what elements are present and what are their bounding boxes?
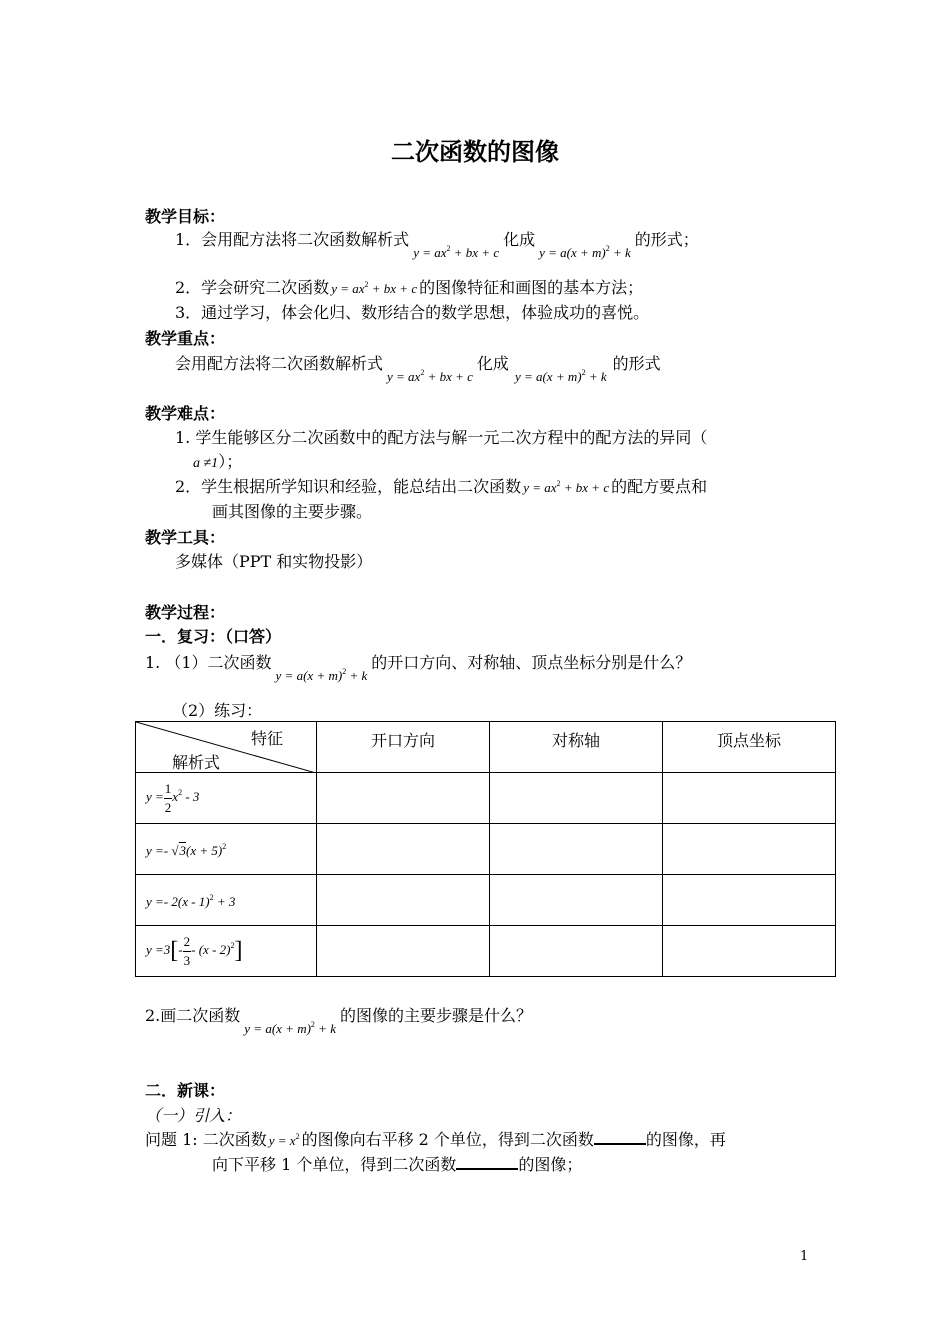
problem-1-line2-end: 的图像；: [518, 1155, 583, 1174]
formula-vertex-form: y = a(x + m)2 + k: [539, 244, 631, 260]
intro-label: （一）引入：: [145, 1106, 242, 1125]
row-formula-1: [136, 773, 317, 824]
table-row: [136, 824, 836, 875]
q1-suffix: 的开口方向、对称轴、顶点坐标分别是什么？: [371, 653, 692, 672]
answer-cell[interactable]: [317, 926, 490, 977]
new-lesson-heading: 二．新课：: [145, 1081, 226, 1100]
objectives-heading: 教学目标：: [145, 207, 226, 226]
header-axis-of-symmetry: 对称轴: [490, 722, 663, 773]
q1-prefix: 1. （1）二次函数: [145, 653, 272, 672]
diagonal-divider: [136, 722, 316, 773]
formula-vertex-form: y = a(x + m)2 + k: [275, 667, 368, 683]
objective-1-suffix: 的形式；: [634, 230, 699, 249]
formula-half-x-squared: y = $\frac{1}{2}$ $x^2 - 3$: [146, 780, 200, 815]
formula-vertex-form: y = a(x + m)2 + k: [244, 1020, 336, 1036]
difficulties-heading: 教学难点：: [145, 404, 226, 423]
problem-1-prefix: 问题 1: 二次函数: [145, 1130, 267, 1149]
q2-suffix: 的图像的主要步骤是什么？: [339, 1006, 532, 1025]
difficulty-1-line1: 1. 学生能够区分二次函数中的配方法与解一元二次方程中的配方法的异同（: [175, 428, 708, 447]
difficulty-1-line2: [193, 449, 242, 472]
answer-blank-2[interactable]: [456, 1154, 518, 1170]
difficulty-2-prefix: 2．学生根据所学知识和经验，能总结出二次函数: [175, 477, 522, 496]
table-row: [136, 773, 836, 824]
objective-2: [175, 275, 643, 298]
row-formula-2: [136, 824, 317, 875]
difficulty-1-end: ）；: [218, 452, 243, 471]
tools-heading: 教学工具：: [145, 528, 226, 547]
header-opening-direction: 开口方向: [317, 722, 490, 773]
answer-cell[interactable]: [663, 824, 836, 875]
problem-1-end: 的图像，再: [645, 1130, 726, 1149]
review-question-1: [145, 650, 692, 683]
objective-3: 3．通过学习，体会化归、数形结合的数学思想，体验成功的喜悦。: [175, 303, 650, 322]
row-formula-4: [136, 926, 317, 977]
answer-blank-1[interactable]: [594, 1129, 646, 1145]
problem-1-line1: [145, 1127, 726, 1150]
problem-1-mid: 的图像向右平移 2 个单位，得到二次函数: [301, 1130, 594, 1149]
formula-general: $y = ax^2$ + bx + c: [331, 280, 418, 296]
key-points-heading: 教学重点：: [145, 329, 226, 348]
formula-neg-two: y =- 2(x - 1)$^2$ + 3: [146, 892, 236, 909]
formula-three-bracket: y =3[- $\frac{2}{3}$ - (x - 2)$^2$]: [146, 933, 243, 968]
tools-text: 多媒体（PPT 和实物投影）: [175, 552, 373, 571]
difficulty-2-suffix: 的配方要点和: [611, 477, 708, 496]
key-points-mid: 化成: [476, 354, 509, 373]
objective-1: [175, 227, 699, 260]
answer-cell[interactable]: [663, 926, 836, 977]
problem-1-line2: [212, 1152, 582, 1175]
practice-label: （2）练习：: [172, 701, 263, 720]
table-row: [136, 926, 836, 977]
key-points-text: [175, 351, 661, 384]
objective-2-prefix: 2．学会研究二次函数: [175, 278, 330, 297]
table-corner-cell: [136, 722, 317, 773]
answer-cell[interactable]: [490, 773, 663, 824]
difficulty-2-line1: [175, 474, 707, 497]
practice-table: [135, 721, 836, 977]
answer-cell[interactable]: [317, 773, 490, 824]
q2-prefix: 2.画二次函数: [145, 1006, 241, 1025]
formula-neg-sqrt3: $y =- √3(x + 5)^2$: [146, 841, 227, 858]
objective-1-prefix: 1．会用配方法将二次函数解析式: [175, 230, 410, 249]
objective-2-suffix: 的图像特征和画图的基本方法；: [419, 278, 644, 297]
answer-cell[interactable]: [663, 773, 836, 824]
problem-1-line2-prefix: 向下平移 1 个单位，得到二次函数: [212, 1155, 457, 1174]
header-vertex: 顶点坐标: [663, 722, 836, 773]
formula-general: $y = ax^2$ + bx + c: [523, 479, 610, 495]
table-row: [136, 875, 836, 926]
corner-bottom-label: 解析式: [172, 753, 221, 772]
answer-cell[interactable]: [490, 824, 663, 875]
key-points-suffix: 的形式: [612, 354, 661, 373]
formula-general: y = ax2 + bx + c: [413, 244, 500, 260]
answer-cell[interactable]: [663, 875, 836, 926]
table-header-row: [136, 722, 836, 773]
row-formula-3: [136, 875, 317, 926]
answer-cell[interactable]: [317, 875, 490, 926]
page-title: 二次函数的图像: [391, 137, 559, 166]
formula-base: $y = x^2$: [268, 1132, 300, 1148]
key-points-prefix: 会用配方法将二次函数解析式: [175, 354, 384, 373]
process-heading: 教学过程：: [145, 603, 226, 622]
review-heading: 一．复习：（口答）: [145, 627, 282, 646]
objective-1-mid: 化成: [503, 230, 536, 249]
formula-general: y = ax2 + bx + c: [387, 368, 473, 384]
corner-top-label: 特征: [251, 729, 284, 748]
condition-a: a ≠1: [193, 456, 219, 471]
difficulty-2-line2: 画其图像的主要步骤。: [212, 502, 373, 521]
review-question-2: [145, 1003, 532, 1036]
page-number: 1: [800, 1249, 809, 1264]
answer-cell[interactable]: [490, 875, 663, 926]
answer-cell[interactable]: [317, 824, 490, 875]
formula-vertex-form: y = a(x + m)2 + k: [514, 368, 607, 384]
answer-cell[interactable]: [490, 926, 663, 977]
